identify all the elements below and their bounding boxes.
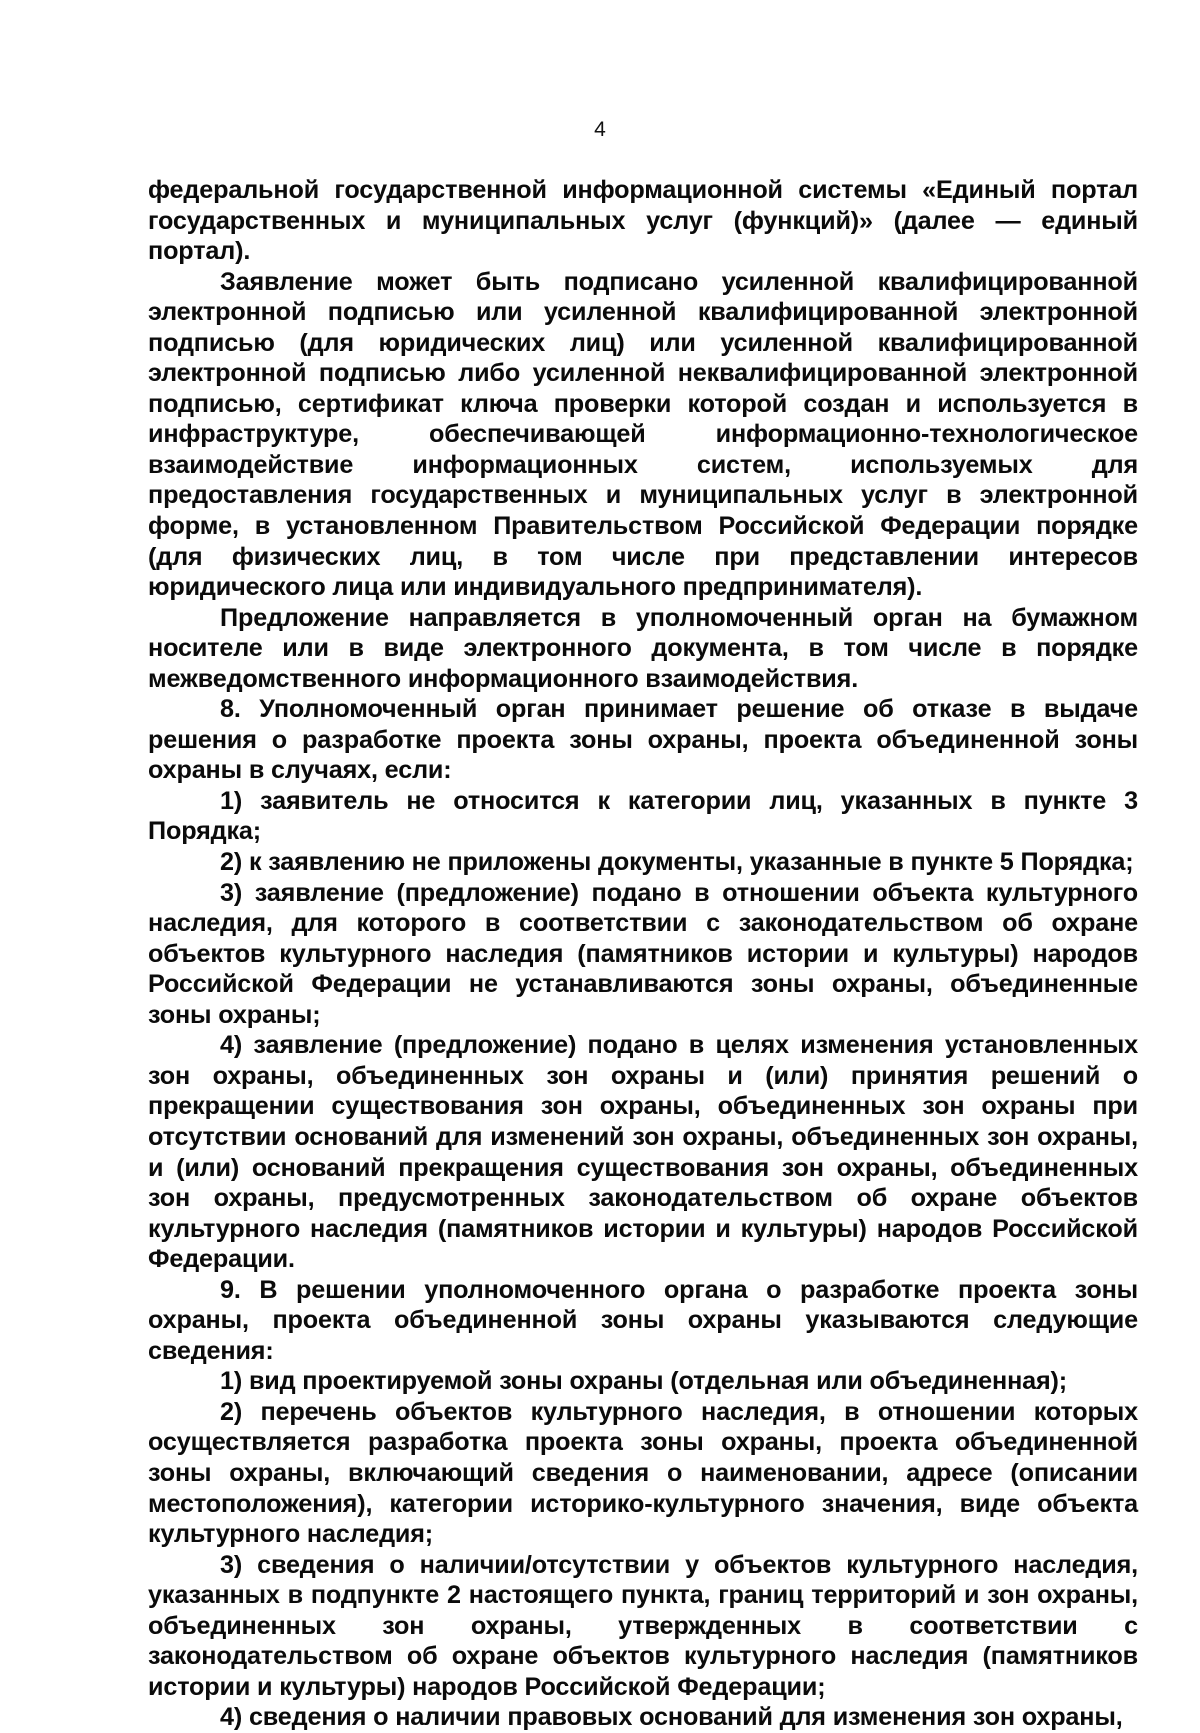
paragraph: Заявление может быть подписано усиленной квалифицированной электронной подписью или усиленной квалифицированной электронной подписью (для юридических лиц) или усиленной квалифицированной электронной подписью либо усиленной неквалифицированной электронной подписью, сертификат ключа проверки которой создан и используется в инфраструктуре, обеспечивающей информационно-технологическое взаимодействие информационных систем, используемых для предоставления государственных и муниципальных услуг в электронной форме, в установленном Правительством Российской Федерации порядке (для физических лиц, в том числе при представлении интересов юридического лица или индивидуального предпринимателя). bbox=[148, 267, 1138, 602]
list-item: 3) сведения о наличии/отсутствии у объектов культурного наследия, указанных в подпункте 2 настоящего пункта, границ территорий и зон охраны, объединенных зон охраны, утвержденных в соответствии с законодательством об охране объектов культурного наследия (памятников истории и культуры) народов Российской Федерации; bbox=[148, 1550, 1138, 1701]
paragraph: Предложение направляется в уполномоченный орган на бумажном носителе или в виде электронного документа, в том числе в порядке межведомственного информационного взаимодействия. bbox=[148, 603, 1138, 693]
paragraph: 8. Уполномоченный орган принимает решение об отказе в выдаче решения о разработке проекта зоны охраны, проекта объединенной зоны охраны в случаях, если: bbox=[148, 695, 1138, 785]
list-item: 3) заявление (предложение) подано в отношении объекта культурного наследия, для которого в соответствии с законодательством об охране объектов культурного наследия (памятников истории и культуры) народов Российской Федерации не устанавливаются зоны охраны, объединенные зоны охраны; bbox=[148, 878, 1138, 1029]
list-item: 1) заявитель не относится к категории лиц, указанных в пункте 3 Порядка; bbox=[148, 786, 1138, 846]
paragraph: федеральной государственной информационной системы «Единый портал государственных и муниципальных услуг (функций)» (далее — единый портал). bbox=[148, 176, 1138, 266]
paragraph: 9. В решении уполномоченного органа о разработке проекта зоны охраны, проекта объединенной зоны охраны указываются следующие сведения: bbox=[148, 1275, 1138, 1365]
document-body bbox=[148, 175, 1138, 1733]
list-item: 1) вид проектируемой зоны охраны (отдельная или объединенная); bbox=[220, 1367, 1068, 1396]
list-item: 4) сведения о наличии правовых оснований для изменения зон охраны, bbox=[220, 1703, 1123, 1732]
page-number: 4 bbox=[594, 118, 606, 141]
list-item: 2) перечень объектов культурного наследия, в отношении которых осуществляется разработка проекта зоны охраны, проекта объединенной зоны охраны, включающий сведения о наименовании, адресе (описании местоположения), категории историко-культурного значения, виде объекта культурного наследия; bbox=[148, 1397, 1138, 1549]
list-item: 2) к заявлению не приложены документы, указанные в пункте 5 Порядка; bbox=[220, 848, 1134, 877]
list-item: 4) заявление (предложение) подано в целях изменения установленных зон охраны, объединенных зон охраны и (или) принятия решений о прекращении существования зон охраны, объединенных зон охраны при отсутствии оснований для изменений зон охраны, объединенных зон охраны, и (или) оснований прекращения существования зон охраны, объединенных зон охраны, предусмотренных законодательством об охране объектов культурного наследия (памятников истории и культуры) народов Российской Федерации. bbox=[148, 1031, 1138, 1274]
